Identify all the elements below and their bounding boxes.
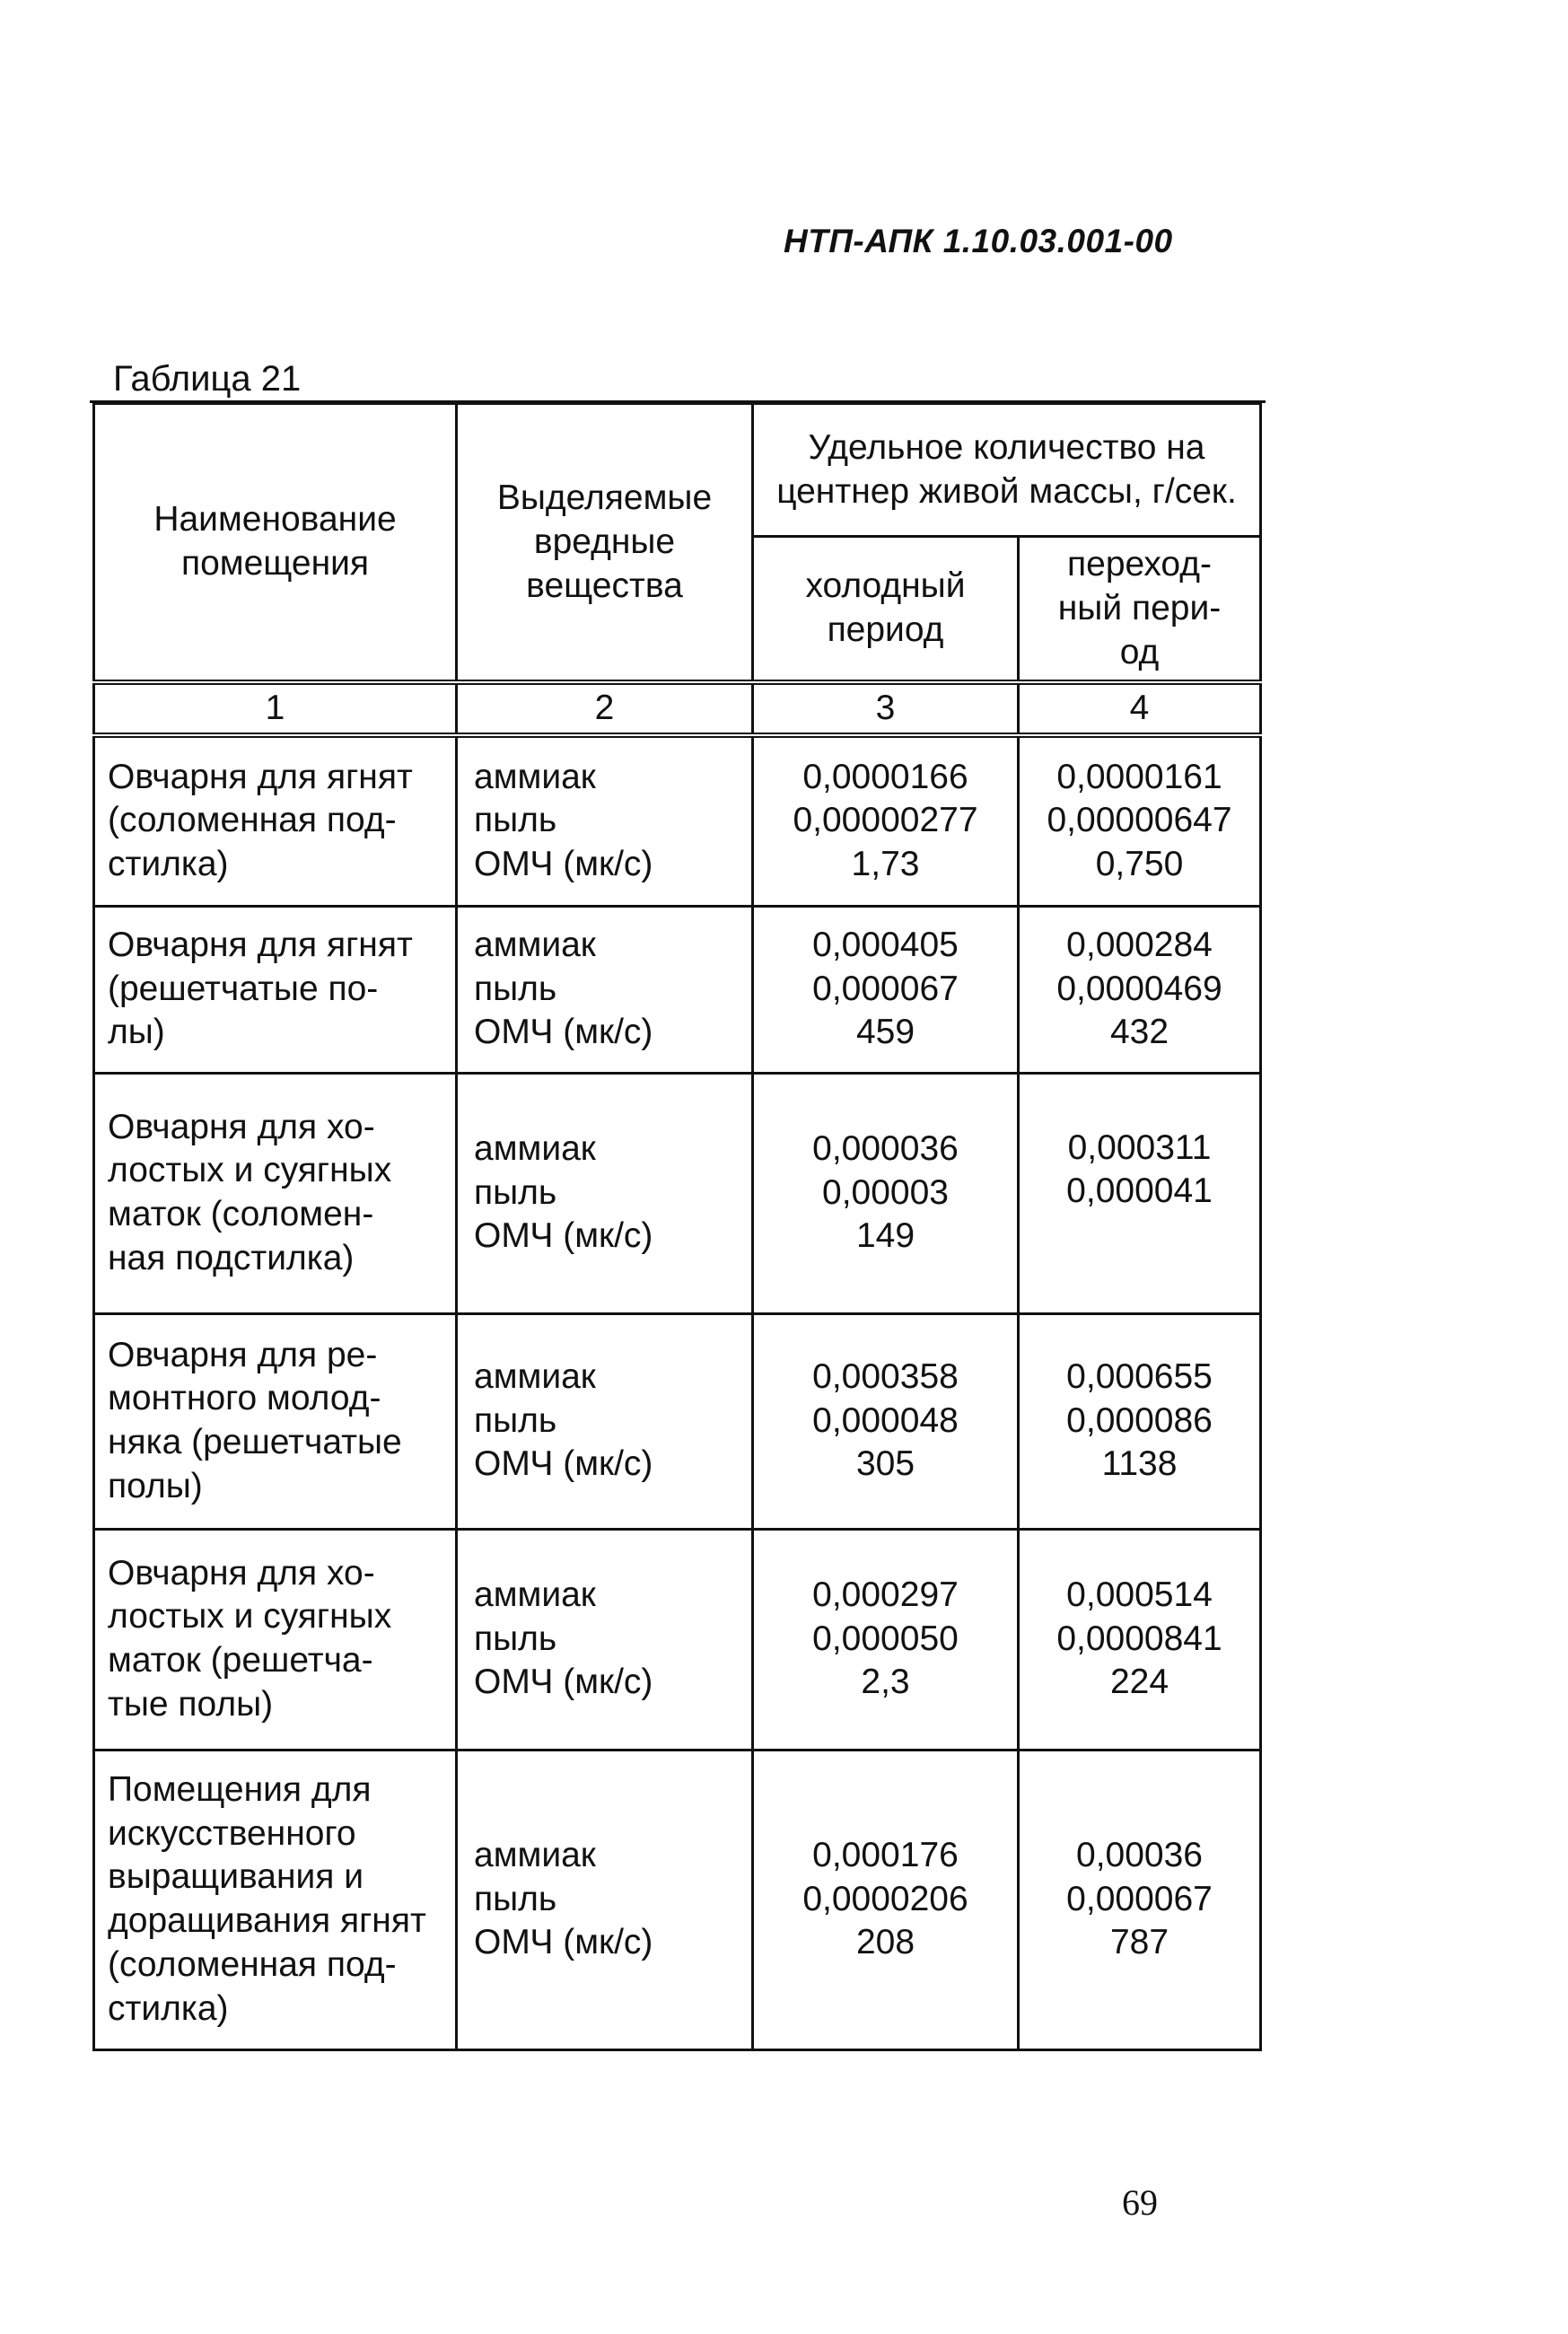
header-room-name: Наименование помещения [94, 404, 457, 683]
substances-list: аммиак пыль ОМЧ (мк/с) [457, 1529, 753, 1750]
header-substances: Выделяемые вредные вещества [457, 404, 753, 683]
transitional-period-values: 0,00036 0,000067 787 [1019, 1750, 1261, 2049]
transitional-period-values: 0,000514 0,0000841 224 [1019, 1529, 1261, 1750]
column-number-row [94, 682, 1261, 735]
page-number: 69 [1122, 2182, 1158, 2223]
room-name: Овчарня для ре- монтного молод- няка (решетчатые полы) [94, 1313, 457, 1529]
emissions-table [92, 402, 1262, 2051]
room-name: Помещения для искусственного выращивания и доращивания ягнят (соломенная под- стилка) [94, 1750, 457, 2049]
substances-list: аммиак пыль ОМЧ (мк/с) [457, 1073, 753, 1313]
cold-period-values: 0,000358 0,000048 305 [753, 1313, 1019, 1529]
transitional-period-values: 0,0000161 0,00000647 0,750 [1019, 735, 1261, 906]
substances-list: аммиак пыль ОМЧ (мк/с) [457, 1313, 753, 1529]
transitional-period-values: 0,000655 0,000086 1138 [1019, 1313, 1261, 1529]
transitional-period-values: 0,000311 0,000041 [1019, 1073, 1261, 1313]
room-name: Овчарня для хо- лостых и суягных маток (соломен- ная подстилка) [94, 1073, 457, 1313]
room-name: Овчарня для хо- лостых и суягных маток (решетча- тые полы) [94, 1529, 457, 1750]
column-number: 4 [1019, 682, 1261, 735]
table-row [94, 906, 1261, 1073]
document-code: НТП-АПК 1.10.03.001-00 [784, 223, 1173, 259]
transitional-period-values: 0,000284 0,0000469 432 [1019, 906, 1261, 1073]
room-name: Овчарня для ягнят (решетчатые по- лы) [94, 906, 457, 1073]
cold-period-values: 0,000036 0,00003 149 [753, 1073, 1019, 1313]
header-cold-period: холодный период [753, 537, 1019, 683]
cold-period-values: 0,0000166 0,00000277 1,73 [753, 735, 1019, 906]
column-number: 3 [753, 682, 1019, 735]
column-number: 2 [457, 682, 753, 735]
header-specific-amount: Удельное количество на центнер живой массы, г/сек. [753, 404, 1261, 537]
cold-period-values: 0,000297 0,000050 2,3 [753, 1529, 1019, 1750]
column-number: 1 [94, 682, 457, 735]
cold-period-values: 0,000176 0,0000206 208 [753, 1750, 1019, 2049]
table-caption: Габлица 21 [113, 359, 302, 399]
substances-list: аммиак пыль ОМЧ (мк/с) [457, 906, 753, 1073]
table-row [94, 1313, 1261, 1529]
table-row [94, 735, 1261, 906]
cold-period-values: 0,000405 0,000067 459 [753, 906, 1019, 1073]
table-row [94, 1073, 1261, 1313]
room-name: Овчарня для ягнят (соломенная под- стилка) [94, 735, 457, 906]
table-row [94, 1529, 1261, 1750]
substances-list: аммиак пыль ОМЧ (мк/с) [457, 1750, 753, 2049]
header-transitional-period: переход- ный пери- од [1019, 537, 1261, 683]
substances-list: аммиак пыль ОМЧ (мк/с) [457, 735, 753, 906]
table-row [94, 1750, 1261, 2049]
